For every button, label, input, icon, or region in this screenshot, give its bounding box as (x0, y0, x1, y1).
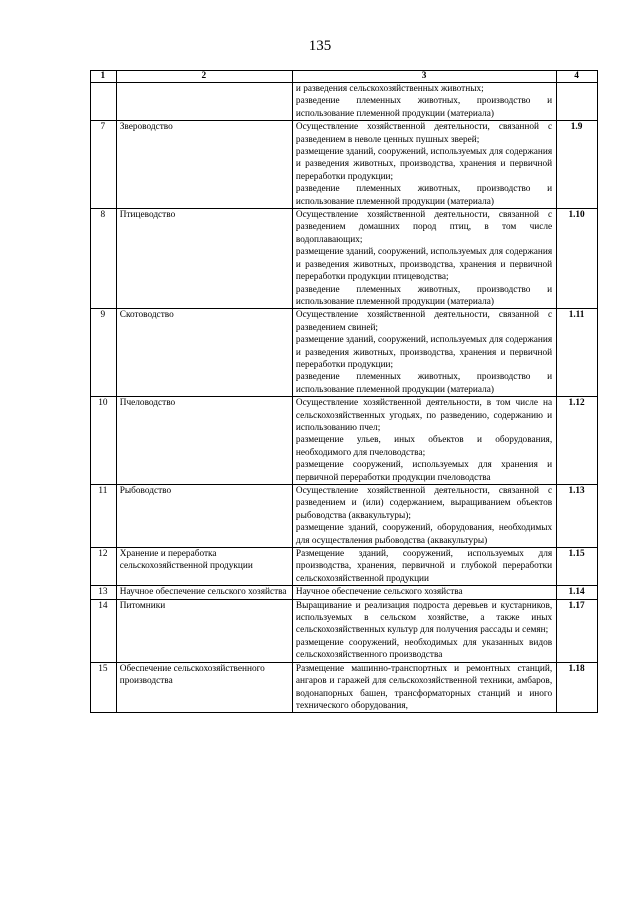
row-number: 14 (91, 599, 117, 662)
description-paragraph: Выращивание и реализация подроста деревьев и кустарников, используемых в сельском хозяйстве, а также иных сельскохозяйственных культур для получения рассады и семян; (295, 600, 553, 636)
description-paragraph: Осуществление хозяйственной деятельности, связанной с разведением домашних пород птиц, в том числе водоплавающих; (295, 210, 553, 245)
row-number (91, 83, 117, 121)
land-use-name: Хранение и переработка сельскохозяйственной продукции (116, 548, 292, 586)
description-paragraph: разведение племенных животных, производство и использование племенной продукции (материала) (295, 96, 553, 119)
description-paragraph: размещение зданий, сооружений, оборудования, необходимых для осуществления рыбоводства (аквакультуры) (295, 523, 553, 546)
land-use-name: Питомники (116, 599, 292, 662)
header-cell-1: 1 (91, 71, 117, 83)
table-row (91, 309, 598, 397)
table-row (91, 83, 598, 121)
table-row (91, 397, 598, 485)
land-use-name: Научное обеспечение сельского хозяйства (116, 586, 292, 599)
row-number: 13 (91, 586, 117, 599)
row-number: 9 (91, 309, 117, 397)
land-use-name: Птицеводство (116, 209, 292, 309)
land-use-code: 1.11 (557, 309, 598, 397)
description-paragraph: размещение ульев, иных объектов и оборудования, необходимого для пчеловодства; (295, 435, 553, 458)
description-paragraph: разведение племенных животных, производство и использование племенной продукции (материала) (295, 372, 553, 395)
description-paragraph: разведение племенных животных, производство и использование племенной продукции (материала) (295, 184, 553, 207)
header-cell-3: 3 (292, 71, 556, 83)
row-number: 8 (91, 209, 117, 309)
land-use-description (292, 397, 556, 485)
land-use-description (292, 599, 556, 662)
description-paragraph: размещение зданий, сооружений, используемых для содержания и разведения животных, производства, хранения и первичной переработки продукции; (295, 147, 553, 182)
land-use-code (557, 83, 598, 121)
land-use-description (292, 309, 556, 397)
description-paragraph: Научное обеспечение сельского хозяйства (295, 587, 463, 598)
land-use-code: 1.13 (557, 485, 598, 548)
land-use-code: 1.9 (557, 121, 598, 209)
land-use-name (116, 83, 292, 121)
description-paragraph: Размещение зданий, сооружений, используемых для производства, хранения, первичной и глубокой переработки сельскохозяйственной продукции (295, 549, 553, 584)
table-header-row (91, 71, 598, 83)
table-row (91, 485, 598, 548)
land-use-code: 1.15 (557, 548, 598, 586)
table-row (91, 209, 598, 309)
page-number: 135 (308, 38, 332, 54)
table-row (91, 586, 598, 599)
row-number: 12 (91, 548, 117, 586)
land-use-code: 1.10 (557, 209, 598, 309)
land-use-code: 1.12 (557, 397, 598, 485)
table-row (91, 121, 598, 209)
row-number: 15 (91, 662, 117, 713)
land-use-name: Скотоводство (116, 309, 292, 397)
land-use-description (292, 209, 556, 309)
table-row (91, 548, 598, 586)
land-use-description (292, 662, 556, 713)
description-paragraph: Осуществление хозяйственной деятельности, связанной с разведением и (или) содержанием, выращиванием объектов рыбоводства (аквакультуры); (295, 486, 553, 521)
row-number: 7 (91, 121, 117, 209)
land-use-code: 1.18 (557, 662, 598, 713)
land-use-description (292, 485, 556, 548)
land-use-code: 1.17 (557, 599, 598, 662)
description-paragraph: Осуществление хозяйственной деятельности, в том числе на сельскохозяйственных угодьях, по разведению, содержанию и использованию пчел; (295, 398, 553, 433)
land-use-name: Звероводство (116, 121, 292, 209)
header-cell-2: 2 (116, 71, 292, 83)
land-use-name: Рыбоводство (116, 485, 292, 548)
land-use-description (292, 83, 556, 121)
row-number: 11 (91, 485, 117, 548)
description-paragraph: размещение зданий, сооружений, используемых для содержания и разведения животных, производства, хранения и первичной переработки продукции; (295, 335, 553, 370)
description-paragraph: Размещение машинно-транспортных и ремонтных станций, ангаров и гаражей для сельскохозяйственной техники, амбаров, водонапорных башен, трансформаторных станций и иного технического оборудования, (295, 663, 553, 711)
land-use-description (292, 121, 556, 209)
description-paragraph: разведение племенных животных, производство и использование племенной продукции (материала) (295, 284, 553, 307)
land-use-code: 1.14 (557, 586, 598, 599)
description-paragraph: Осуществление хозяйственной деятельности, связанной с разведением в неволе ценных пушных зверей; (295, 122, 553, 145)
land-use-name: Пчеловодство (116, 397, 292, 485)
description-paragraph: размещение сооружений, необходимых для указанных видов сельскохозяйственного производства (295, 637, 553, 661)
header-cell-4: 4 (557, 71, 598, 83)
description-paragraph: и разведения сельскохозяйственных животных; (295, 84, 484, 94)
row-number: 10 (91, 397, 117, 485)
table-row (91, 599, 598, 662)
description-paragraph: размещение зданий, сооружений, используемых для содержания и разведения животных, производства, хранения и первичной переработки продукции птицеводства; (295, 247, 553, 283)
land-use-table (90, 70, 598, 713)
land-use-description (292, 548, 556, 586)
land-use-name: Обеспечение сельскохозяйственного производства (116, 662, 292, 713)
table-row (91, 662, 598, 713)
description-paragraph: Осуществление хозяйственной деятельности, связанной с разведением свиней; (295, 310, 553, 333)
land-use-description (292, 586, 556, 599)
description-paragraph: размещение сооружений, используемых для хранения и первичной переработки продукции пчеловодства (295, 460, 553, 483)
